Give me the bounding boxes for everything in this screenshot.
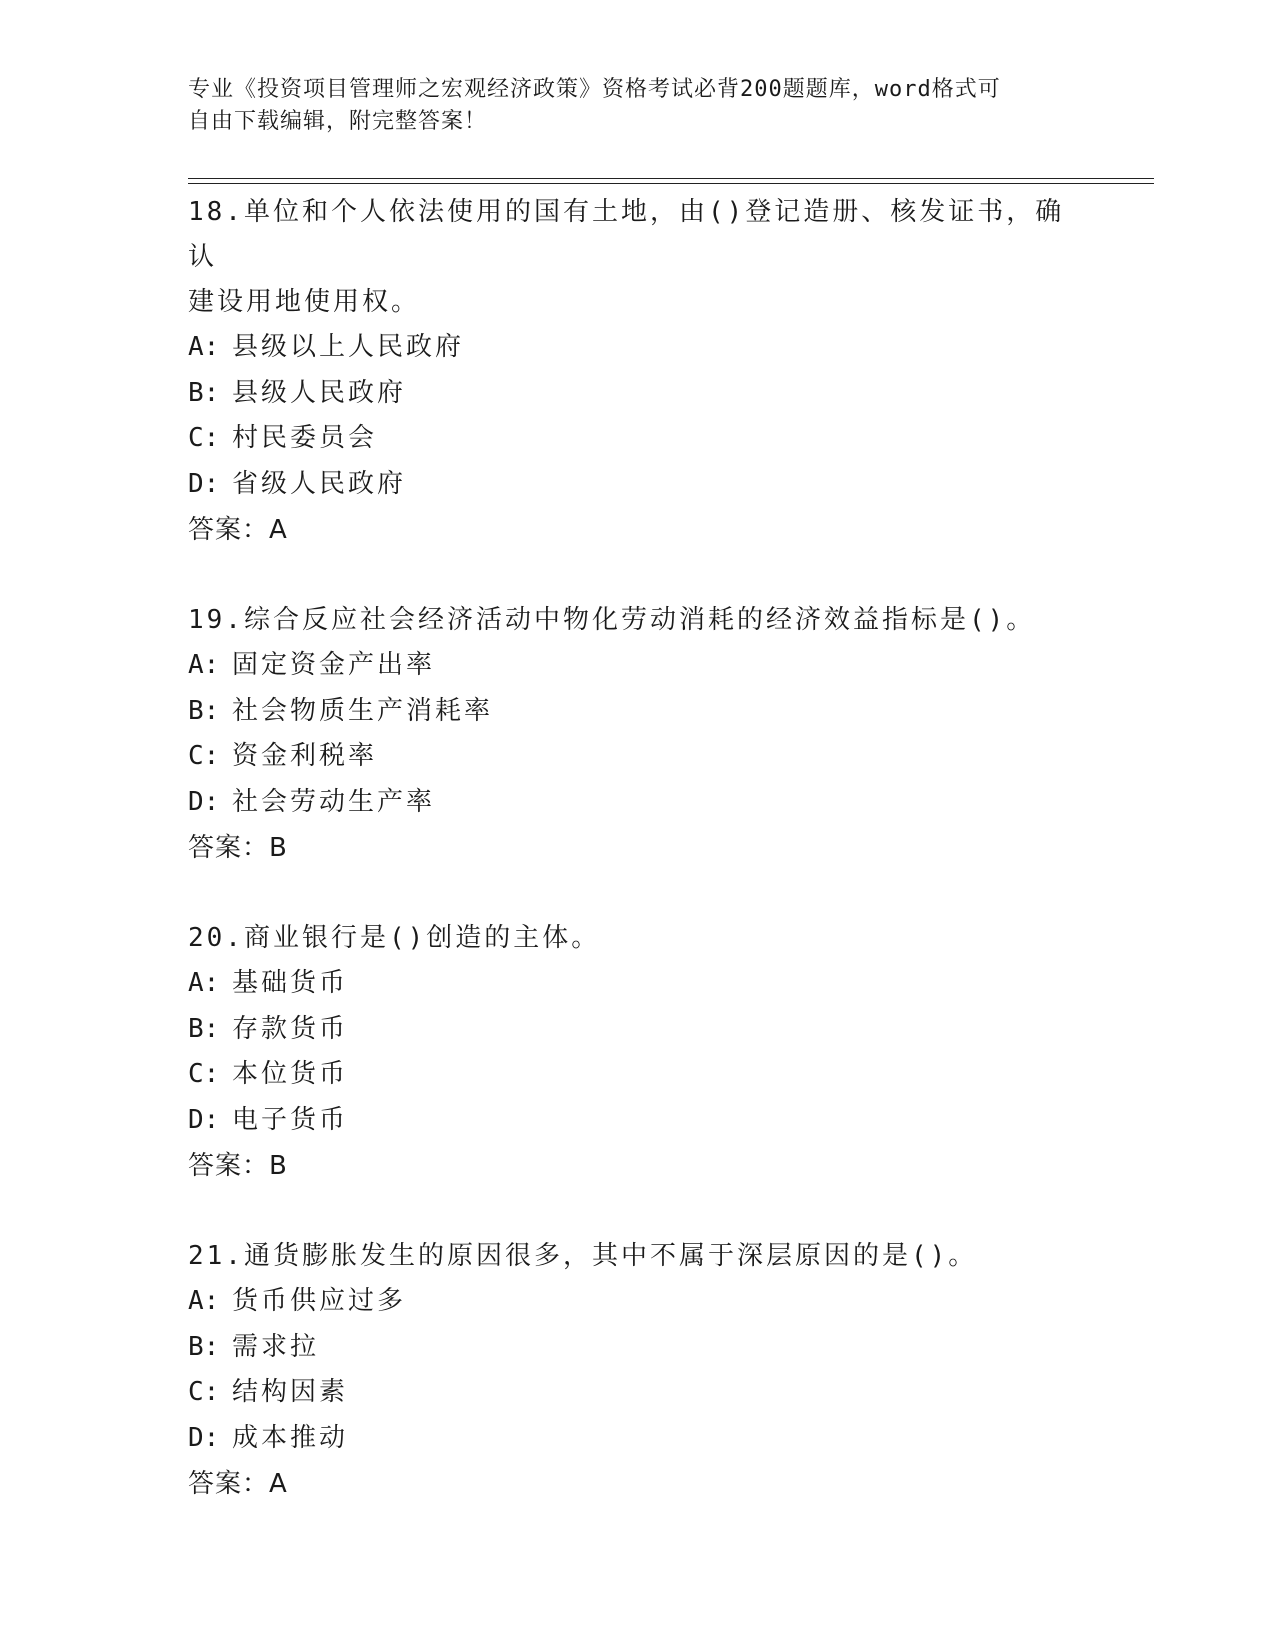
option-text: 基础货币	[232, 968, 349, 998]
option-c	[188, 1370, 1088, 1416]
option-label: C:	[188, 1059, 220, 1089]
option-label: D:	[188, 1422, 220, 1453]
option-label: D:	[188, 468, 220, 499]
question-18	[188, 190, 1088, 553]
option-label: A:	[188, 650, 220, 680]
question-text-line: 18.单位和个人依法使用的国有土地，由()登记造册、核发证书，确认	[188, 197, 1065, 272]
option-label: B:	[188, 1331, 220, 1362]
option-label: D:	[188, 1104, 220, 1135]
option-label: C:	[188, 423, 220, 453]
question-text-line: 19.综合反应社会经济活动中物化劳动消耗的经济效益指标是()。	[188, 605, 1036, 635]
option-d	[188, 1416, 1088, 1462]
header-divider-bottom	[188, 183, 1154, 184]
question-text-line: 21.通货膨胀发生的原因很多，其中不属于深层原因的是()。	[188, 1241, 978, 1271]
header-divider-top	[188, 178, 1154, 179]
header-line-1: 专业《投资项目管理师之宏观经济政策》资格考试必背200题题库，word格式可	[188, 77, 1001, 102]
option-label: A:	[188, 1286, 220, 1316]
option-label: B:	[188, 377, 220, 408]
option-text: 省级人民政府	[232, 468, 407, 499]
question-text-line: 20.商业银行是()创造的主体。	[188, 923, 601, 953]
option-text: 成本推动	[232, 1422, 349, 1453]
document-header	[188, 74, 1088, 138]
question-21	[188, 1234, 1088, 1507]
option-c	[188, 416, 1088, 462]
option-b	[188, 689, 1088, 735]
option-a	[188, 643, 1088, 689]
answer-line: 答案：B	[188, 1151, 288, 1181]
option-text: 电子货币	[232, 1104, 349, 1135]
option-label: C:	[188, 741, 220, 771]
option-a	[188, 1279, 1088, 1325]
option-b	[188, 371, 1088, 417]
option-text: 需求拉	[232, 1331, 320, 1362]
question-text	[188, 598, 1088, 643]
option-text: 社会物质生产消耗率	[232, 695, 494, 726]
question-19	[188, 598, 1088, 871]
option-label: B:	[188, 1013, 220, 1044]
option-label: B:	[188, 695, 220, 726]
option-text: 县级人民政府	[232, 377, 407, 408]
option-d	[188, 780, 1088, 826]
question-20	[188, 916, 1088, 1189]
question-text	[188, 916, 1088, 961]
answer-line: 答案：A	[188, 515, 288, 545]
option-d	[188, 1098, 1088, 1144]
option-text: 货币供应过多	[232, 1286, 407, 1316]
option-a	[188, 325, 1088, 371]
option-c	[188, 734, 1088, 780]
option-text: 社会劳动生产率	[232, 786, 436, 817]
question-text-line: 建设用地使用权。	[188, 287, 421, 317]
option-label: A:	[188, 968, 220, 998]
option-text: 存款货币	[232, 1013, 349, 1044]
answer-line: 答案：B	[188, 833, 288, 863]
option-b	[188, 1325, 1088, 1371]
option-text: 本位货币	[232, 1059, 349, 1089]
question-text	[188, 190, 1088, 325]
option-text: 资金利税率	[232, 741, 378, 771]
option-text: 县级以上人民政府	[232, 332, 465, 362]
option-text: 村民委员会	[232, 423, 378, 453]
option-label: C:	[188, 1377, 220, 1407]
option-label: A:	[188, 332, 220, 362]
option-d	[188, 462, 1088, 508]
option-label: D:	[188, 786, 220, 817]
header-line-2: 自由下载编辑，附完整答案！	[188, 109, 488, 134]
option-text: 结构因素	[232, 1377, 349, 1407]
option-text: 固定资金产出率	[232, 650, 436, 680]
question-text	[188, 1234, 1088, 1279]
question-list	[188, 190, 1088, 1552]
option-b	[188, 1007, 1088, 1053]
answer-line: 答案：A	[188, 1469, 288, 1499]
option-a	[188, 961, 1088, 1007]
option-c	[188, 1052, 1088, 1098]
